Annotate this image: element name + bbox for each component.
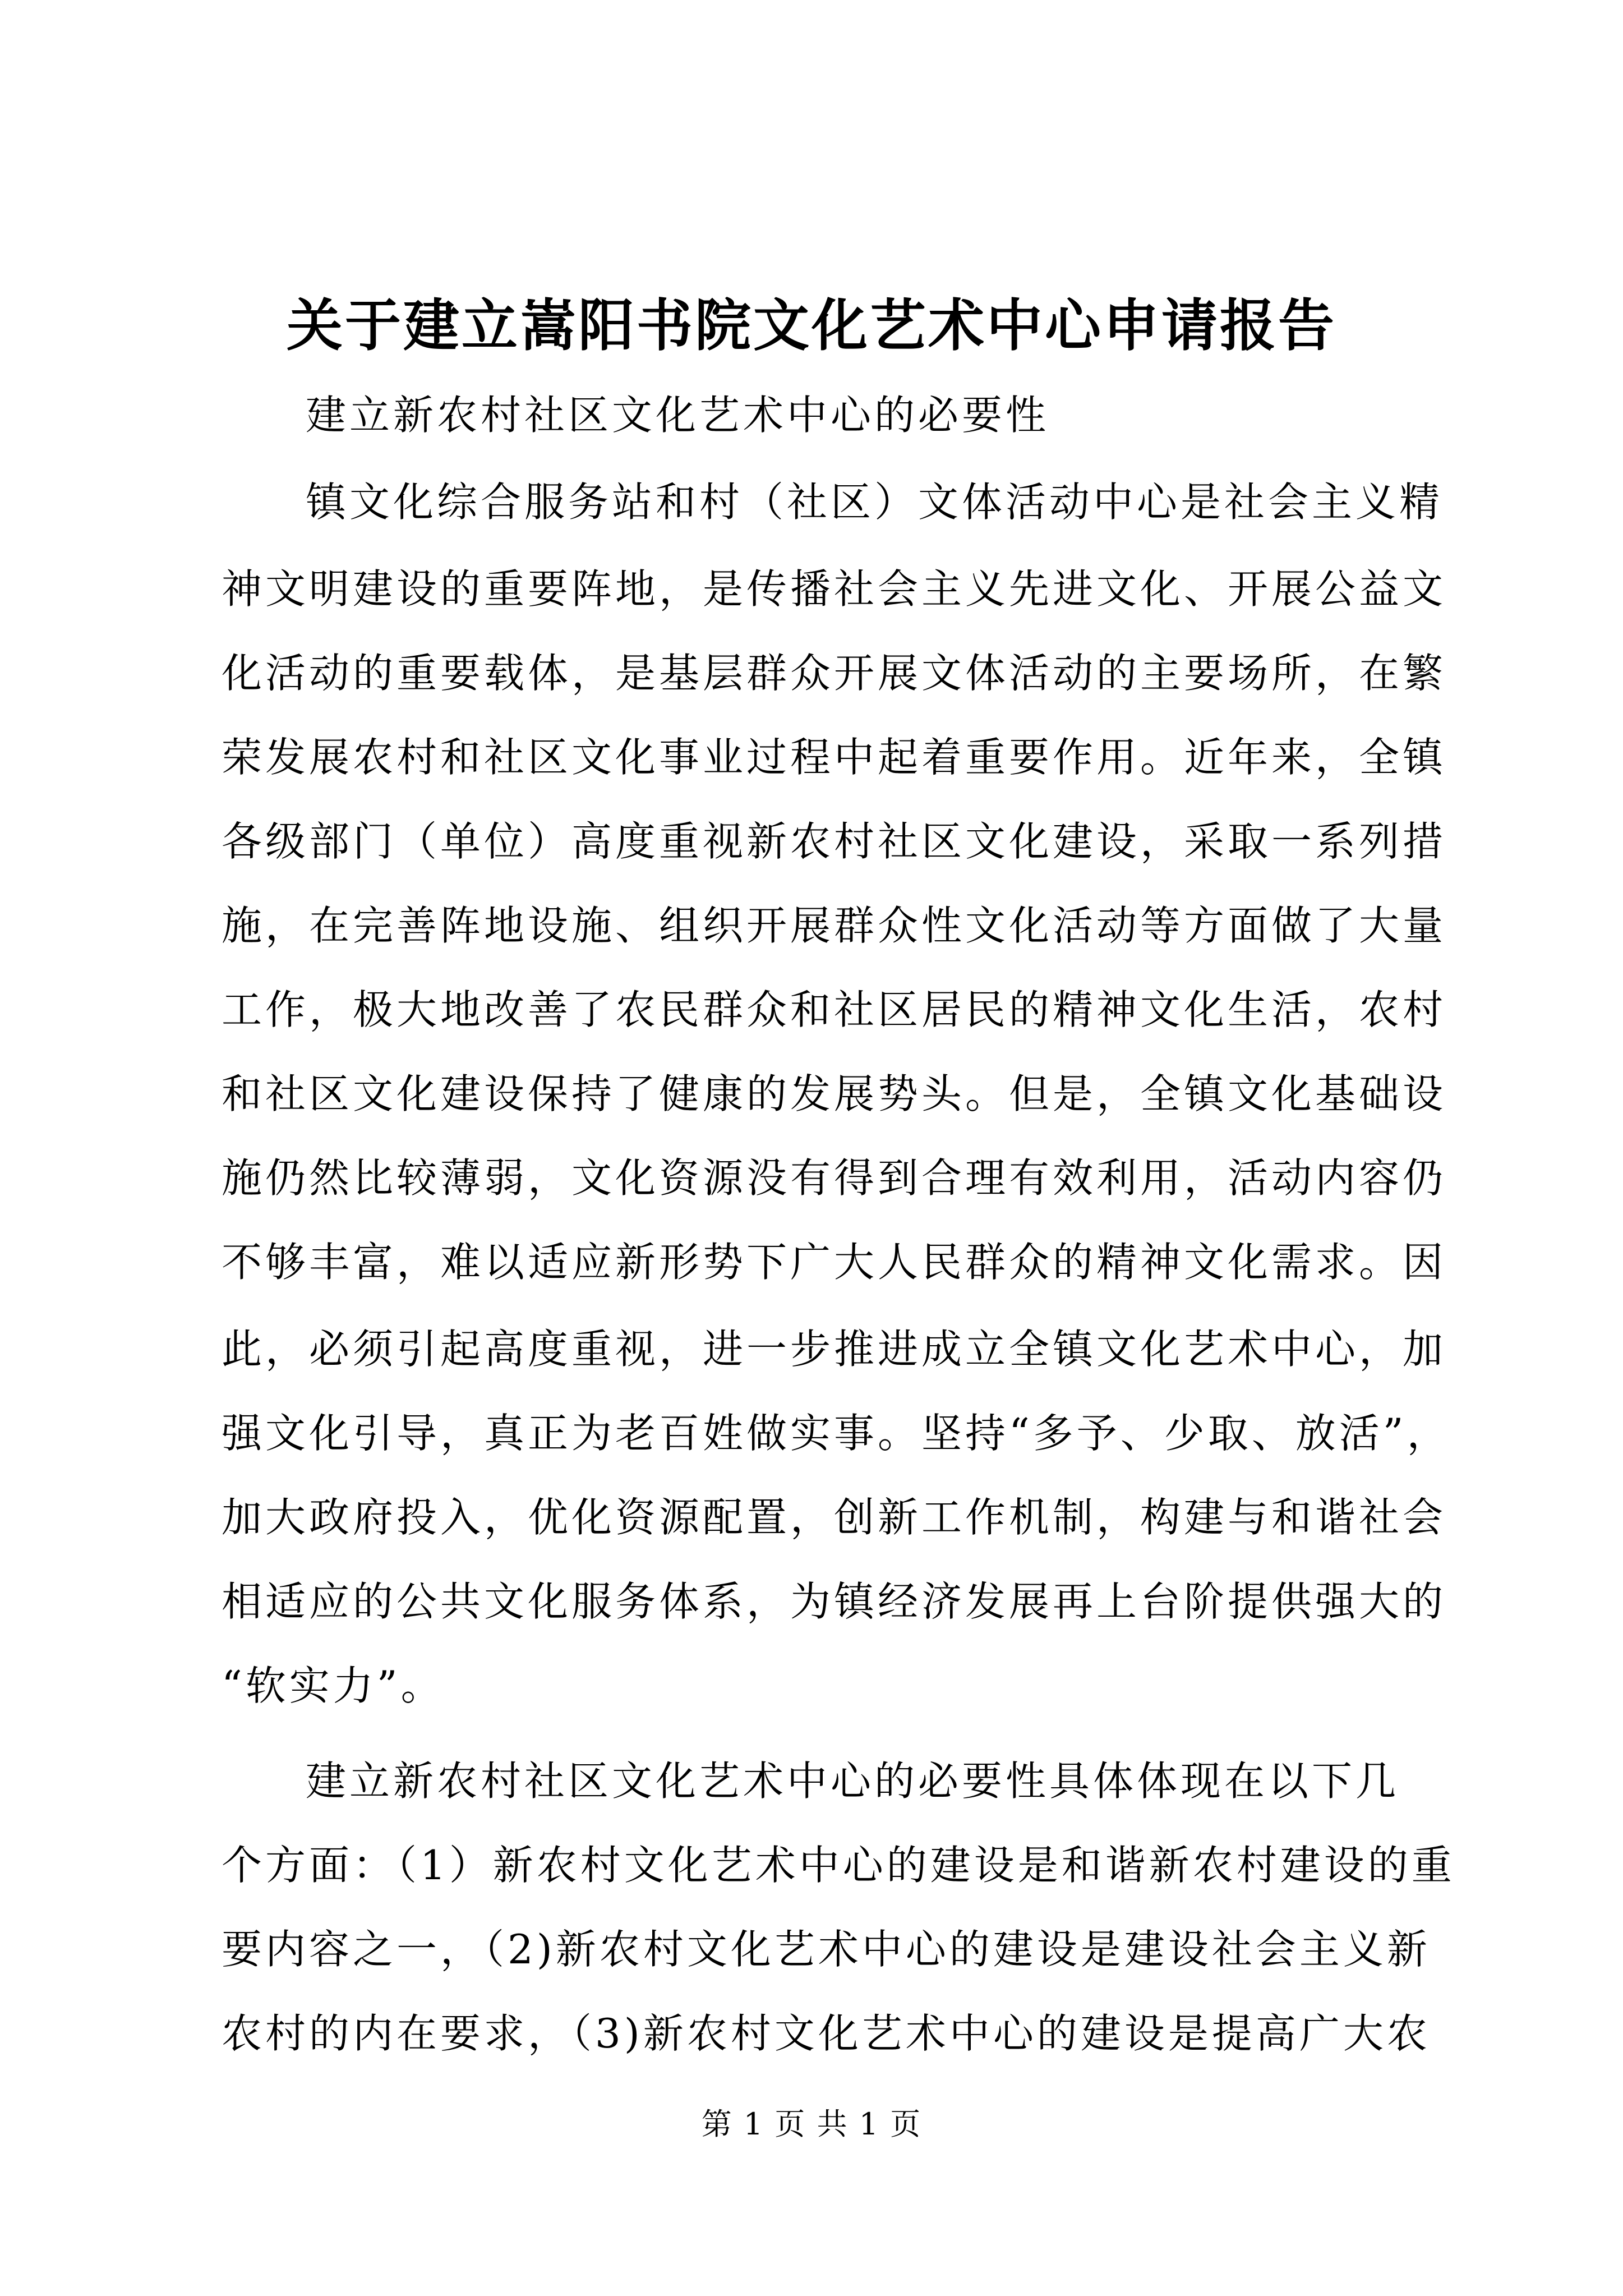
paragraph-line: 农村的内在要求，（3)新农村文化艺术中心的建设是提高广大农 [222,2010,1431,2057]
page-number-footer: 第 1 页 共 1 页 [701,2106,922,2142]
paragraph-line: 加大政府投入，优化资源配置，创新工作机制，构建与和谐社会 [222,1494,1447,1541]
paragraph-line: 个方面：（1）新农村文化艺术中心的建设是和谐新农村建设的重 [222,1842,1455,1889]
document-title: 关于建立嵩阳书院文化艺术中心申请报告 [287,292,1336,358]
paragraph-line: 镇文化综合服务站和村（社区）文体活动中心是社会主义精 [306,478,1444,526]
paragraph-line: 强文化引导，真正为老百姓做实事。坚持“多予、少取、放活”， [222,1410,1451,1457]
paragraph-line: 施，在完善阵地设施、组织开展群众性文化活动等方面做了大量 [222,902,1447,949]
paragraph-line: 此，必须引起高度重视，进一步推进成立全镇文化艺术中心，加 [222,1326,1447,1373]
paragraph-line: 和社区文化建设保持了健康的发展势头。但是，全镇文化基础设 [222,1070,1447,1117]
paragraph-line: 化活动的重要载体，是基层群众开展文体活动的主要场所，在繁 [222,650,1447,697]
paragraph-line: 神文明建设的重要阵地，是传播社会主义先进文化、开展公益文 [222,565,1447,613]
paragraph-line: 荣发展农村和社区文化事业过程中起着重要作用。近年来，全镇 [222,734,1447,781]
paragraph-line: 建立新农村社区文化艺术中心的必要性具体体现在以下几 [306,1757,1400,1805]
paragraph-line: 不够丰富，难以适应新形势下广大人民群众的精神文化需求。因 [222,1239,1447,1286]
paragraph-line: 相适应的公共文化服务体系，为镇经济发展再上台阶提供强大的 [222,1578,1447,1625]
paragraph-line: 要内容之一，（2)新农村文化艺术中心的建设是建设社会主义新 [222,1926,1431,1973]
section-heading: 建立新农村社区文化艺术中心的必要性 [306,392,1050,439]
paragraph-line: 施仍然比较薄弱，文化资源没有得到合理有效利用，活动内容仍 [222,1154,1447,1202]
paragraph-line: 各级部门（单位）高度重视新农村社区文化建设，采取一系列措 [222,818,1447,865]
paragraph-line: “软实力”。 [222,1662,445,1709]
paragraph-line: 工作，极大地改善了农民群众和社区居民的精神文化生活，农村 [222,986,1447,1033]
